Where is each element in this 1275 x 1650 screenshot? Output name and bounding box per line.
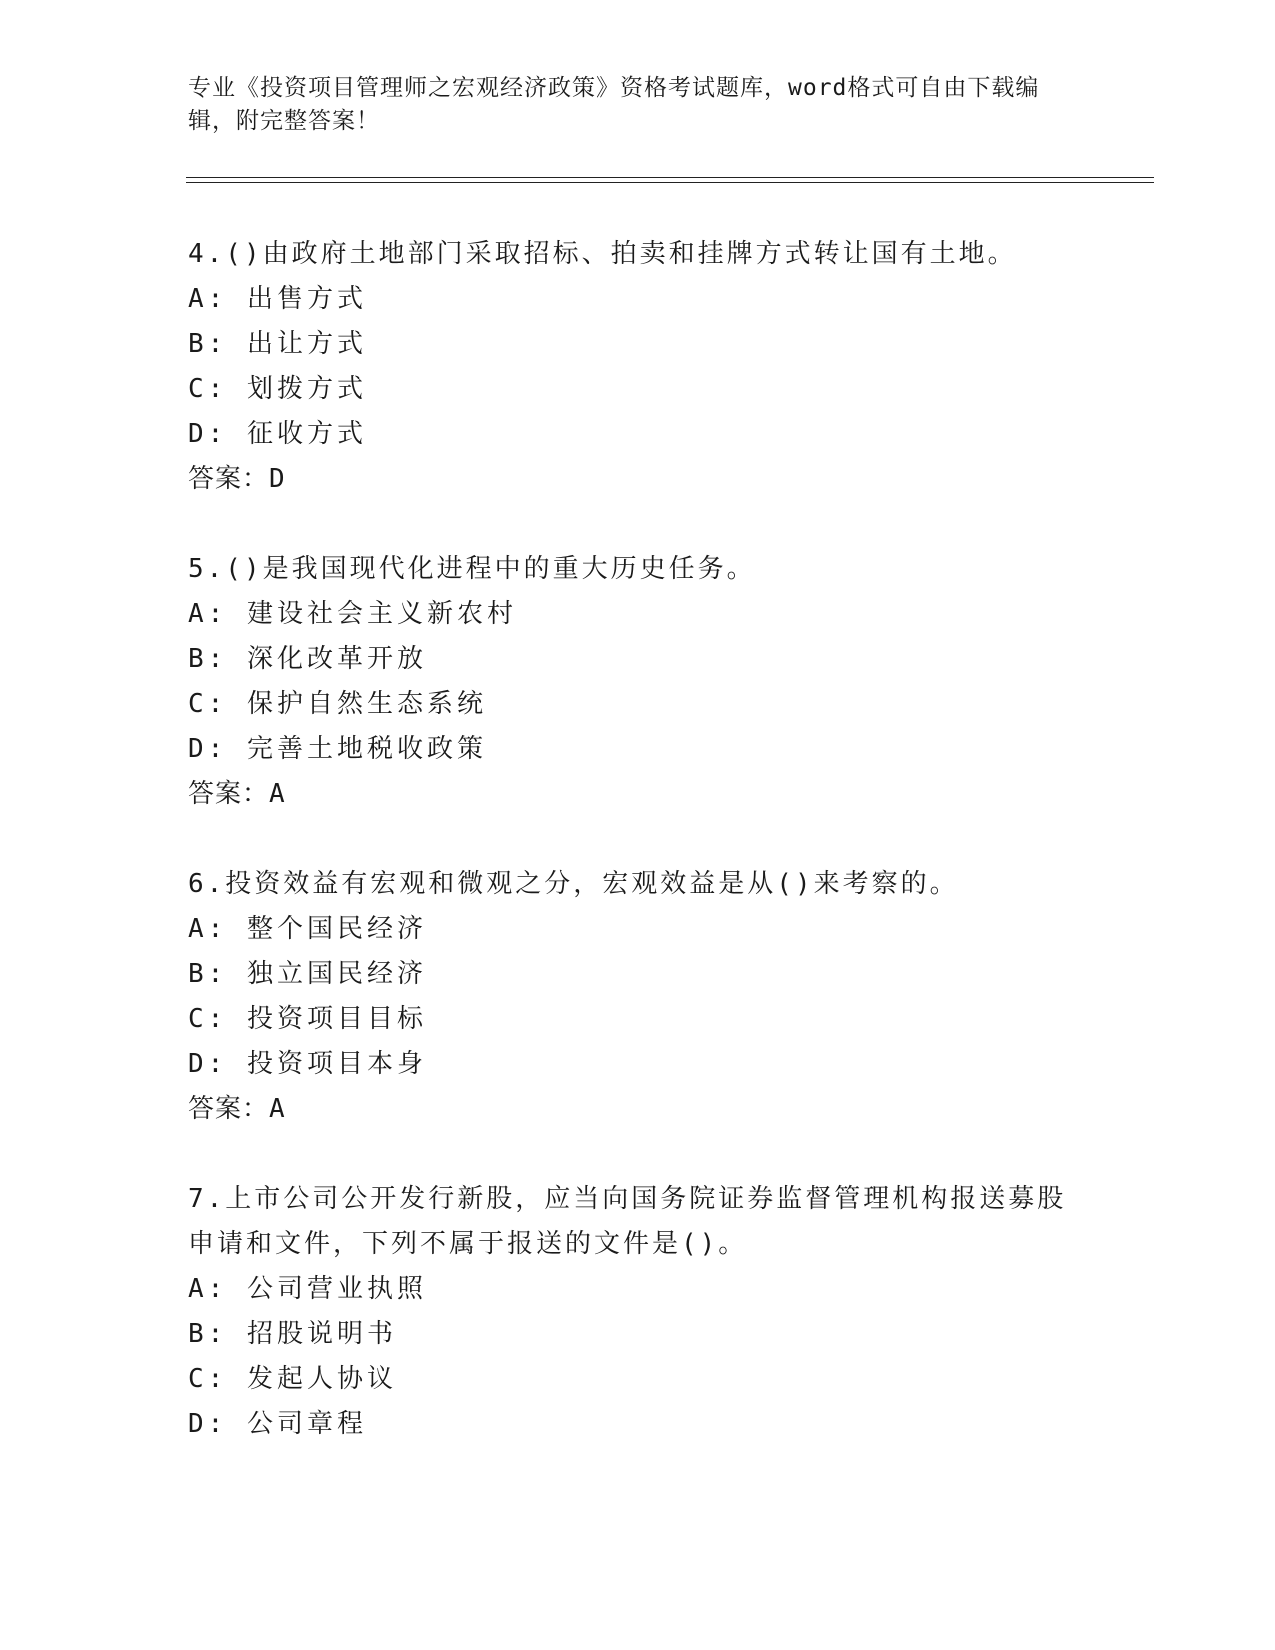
question-stem: 6.投资效益有宏观和微观之分，宏观效益是从()来考察的。 [188,869,959,899]
answer-line: 答案：A [188,1094,286,1124]
header-rule-top [186,177,1154,178]
document-intro: 专业《投资项目管理师之宏观经济政策》资格考试题库，word格式可自由下载编辑，附完整答案！ [188,75,1040,134]
question-gap [188,502,1088,547]
option-d: D: 完善土地税收政策 [188,734,487,764]
answer-line: 答案：D [188,464,286,494]
question-4 [188,232,1088,502]
option-d: D: 公司章程 [188,1409,367,1439]
option-b: B: 独立国民经济 [188,959,427,989]
option-c: C: 发起人协议 [188,1364,397,1394]
header-rule-bottom [186,182,1154,183]
option-a: A: 建设社会主义新农村 [188,599,517,629]
question-gap [188,817,1088,862]
question-stem: 7.上市公司公开发行新股，应当向国务院证券监督管理机构报送募股申请和文件，下列不属于报送的文件是()。 [188,1184,1067,1259]
option-a: A: 公司营业执照 [188,1274,427,1304]
option-c: C: 划拨方式 [188,374,367,404]
answer-line: 答案：A [188,779,286,809]
question-7 [188,1177,1088,1447]
option-b: B: 出让方式 [188,329,367,359]
option-c: C: 投资项目目标 [188,1004,427,1034]
option-a: A: 整个国民经济 [188,914,427,944]
question-stem: 5.()是我国现代化进程中的重大历史任务。 [188,554,756,584]
option-b: B: 招股说明书 [188,1319,397,1349]
question-6 [188,862,1088,1132]
option-a: A: 出售方式 [188,284,367,314]
option-d: D: 投资项目本身 [188,1049,427,1079]
option-c: C: 保护自然生态系统 [188,689,487,719]
question-5 [188,547,1088,817]
option-d: D: 征收方式 [188,419,367,449]
question-gap [188,1132,1088,1177]
option-b: B: 深化改革开放 [188,644,427,674]
question-stem: 4.()由政府土地部门采取招标、拍卖和挂牌方式转让国有土地。 [188,239,1017,269]
question-list [188,232,1088,1447]
